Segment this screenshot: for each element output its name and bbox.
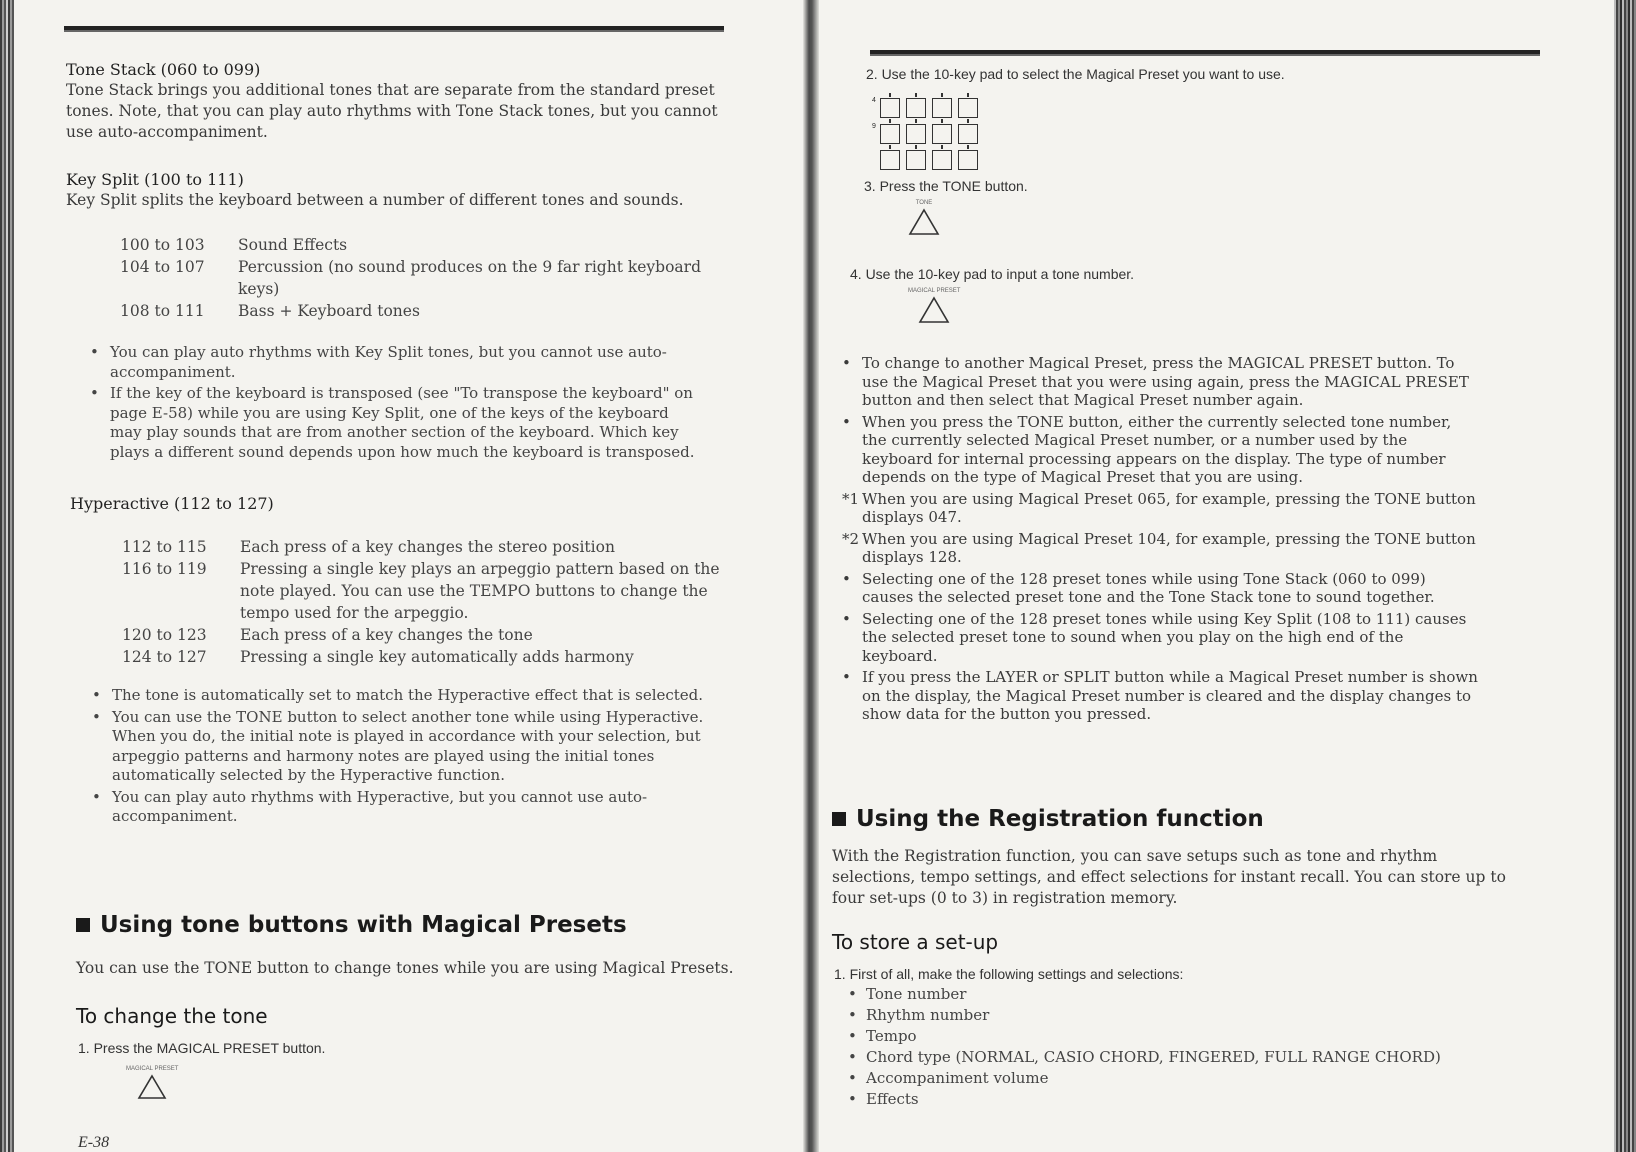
key-icon [958, 150, 978, 170]
top-rule [64, 26, 724, 32]
store-setup-heading: To store a set-up [832, 930, 999, 954]
list-item: • Accompaniment volume [844, 1068, 1504, 1089]
step-3: 3. Press the TONE button. [864, 178, 1028, 194]
list-item: • Tempo [844, 1026, 1504, 1047]
range: 108 to 111 [120, 302, 205, 320]
settings-list [844, 984, 1504, 1110]
list-item: • You can use the TONE button to select another tone while using Hyperactive. When you do, the initial note is played in accordance with your selection, but arpeggio patterns and harmony notes are played using the initial tones automatically selected by the Hyperactive function. [92, 707, 704, 784]
desc: Pressing a single key plays an arpeggio pattern based on the note played. You can use the TEMPO buttons to change the tempo used for the arpeggio. [240, 560, 720, 622]
list-item: • When you press the TONE button, either the currently selected tone number, the currently selected Magical Preset number, or a number used by the keyboard for internal processing appears on the display. The type of number depends on the type of Magical Preset that you are using. [842, 412, 1452, 486]
desc: Each press of a key changes the stereo position [240, 538, 615, 556]
left-page [60, 0, 775, 1152]
list-item: • Effects [844, 1089, 1504, 1110]
list-item: • Rhythm number [844, 1005, 1504, 1026]
key-icon [932, 150, 952, 170]
book-gutter [803, 0, 819, 1152]
key-split-notes [84, 343, 704, 464]
book-edge-right [1614, 0, 1636, 1152]
desc: Sound Effects [238, 236, 348, 254]
list-item: • You can play auto rhythms with Key Split tones, but you cannot use auto-accompaniment. [90, 343, 667, 381]
registration-heading: Using the Registration function [832, 806, 1264, 832]
range: 100 to 103 [120, 236, 205, 254]
key-icon: 9 [880, 124, 900, 144]
triangle-button-icon [137, 1074, 167, 1100]
table-row [120, 256, 730, 300]
key-icon [958, 124, 978, 144]
heading-square-icon [76, 918, 90, 932]
list-item: • Selecting one of the 128 preset tones while using Tone Stack (060 to 099) causes the selected preset tone and the Tone Stack tone to sound together. [842, 569, 1435, 606]
list-item: • The tone is automatically set to match the Hyperactive effect that is selected. [92, 686, 704, 704]
triangle-button-icon [908, 208, 940, 236]
key-split-table [120, 234, 730, 322]
range: 120 to 123 [122, 626, 207, 644]
change-tone-heading: To change the tone [76, 1004, 268, 1028]
key-icon [906, 98, 926, 118]
range: 116 to 119 [122, 560, 207, 578]
key-icon [932, 124, 952, 144]
list-item: *2 When you are using Magical Preset 104, for example, pressing the TONE button displays 128. [842, 529, 1476, 566]
hyperactive-table [122, 536, 732, 668]
hyperactive-notes [86, 686, 716, 829]
desc: Percussion (no sound produces on the 9 far right keyboard keys) [238, 258, 702, 298]
key-icon [958, 98, 978, 118]
desc: Pressing a single key automatically adds harmony [240, 648, 634, 666]
tone-stack-body: Tone Stack brings you additional tones that are separate from the standard preset tones. Note, that you can play auto rhythms with Tone Stack tones, but you cannot use auto-accompaniment. [66, 81, 718, 141]
step-4: 4. Use the 10-key pad to input a tone number. [850, 266, 1135, 282]
list-item: • Selecting one of the 128 preset tones while using Key Split (108 to 111) causes the selected preset tone to sound when you play on the high end of the keyboard. [842, 609, 1467, 665]
range: 112 to 115 [122, 538, 207, 556]
tone-stack-heading: Tone Stack (060 to 099) [66, 60, 261, 79]
range: 124 to 127 [122, 648, 207, 666]
page-number: E-38 [78, 1134, 110, 1151]
table-row [122, 558, 732, 624]
key-split-heading: Key Split (100 to 111) [66, 170, 244, 189]
table-row [120, 234, 730, 256]
magical-preset-button-illustration: MAGICAL PRESET [126, 1066, 178, 1100]
magical-preset-button-illustration-2: MAGICAL PRESET [908, 288, 960, 324]
list-item: • To change to another Magical Preset, press the MAGICAL PRESET button. To use the Magical Preset that you were using again, press the MAGICAL PRESET button and then select that Magical Preset number again. [842, 354, 1469, 409]
key-icon [906, 150, 926, 170]
registration-body: With the Registration function, you can save setups such as tone and rhythm selections, tempo settings, and effect selections for instant recall. You can store up to four set-ups (0 to 3) in registration memory. [832, 847, 1506, 907]
key-icon [880, 150, 900, 170]
book-edge-left [0, 0, 14, 1152]
key-icon [906, 124, 926, 144]
list-item: *1 When you are using Magical Preset 065, for example, pressing the TONE button displays 047. [842, 489, 1476, 526]
desc: Each press of a key changes the tone [240, 626, 533, 644]
list-item: • If the key of the keyboard is transposed (see "To transpose the keyboard" on page E-58) while you are using Key Split, one of the keys of the keyboard may play sounds that are from another section of the keyboard. Which key plays a different sound depends upon how much the keyboard is transposed. [90, 384, 695, 461]
top-rule [870, 50, 1540, 56]
list-item: • Tone number [844, 984, 1504, 1005]
list-item: • If you press the LAYER or SPLIT button while a Magical Preset number is shown on the display, the Magical Preset number is cleared and the display changes to show data for the button you pressed. [842, 668, 1478, 723]
step-2: 2. Use the 10-key pad to select the Magical Preset you want to use. [866, 66, 1285, 82]
table-row [120, 300, 730, 322]
magical-preset-notes [838, 354, 1478, 727]
heading-square-icon [832, 812, 846, 826]
right-page [832, 0, 1565, 1152]
tone-button-illustration: TONE [908, 200, 940, 236]
table-row [122, 646, 732, 668]
ten-key-pad-illustration [872, 97, 984, 170]
table-row [122, 536, 732, 558]
magical-presets-heading: Using tone buttons with Magical Presets [76, 912, 627, 938]
range: 104 to 107 [120, 258, 205, 276]
list-item: • Chord type (NORMAL, CASIO CHORD, FINGERED, FULL RANGE CHORD) [844, 1047, 1504, 1068]
list-item: • You can play auto rhythms with Hyperactive, but you cannot use auto-accompaniment. [92, 787, 648, 825]
step-1: 1. First of all, make the following settings and selections: [834, 966, 1184, 982]
magical-presets-intro: You can use the TONE button to change tones while you are using Magical Presets. [76, 959, 734, 977]
key-icon [932, 98, 952, 118]
step-1: 1. Press the MAGICAL PRESET button. [78, 1040, 326, 1056]
triangle-button-icon [918, 296, 950, 324]
desc: Bass + Keyboard tones [238, 302, 420, 320]
key-split-body: Key Split splits the keyboard between a number of different tones and sounds. [66, 191, 684, 209]
key-icon: 4 [880, 98, 900, 118]
hyperactive-heading: Hyperactive (112 to 127) [70, 494, 274, 513]
table-row [122, 624, 732, 646]
